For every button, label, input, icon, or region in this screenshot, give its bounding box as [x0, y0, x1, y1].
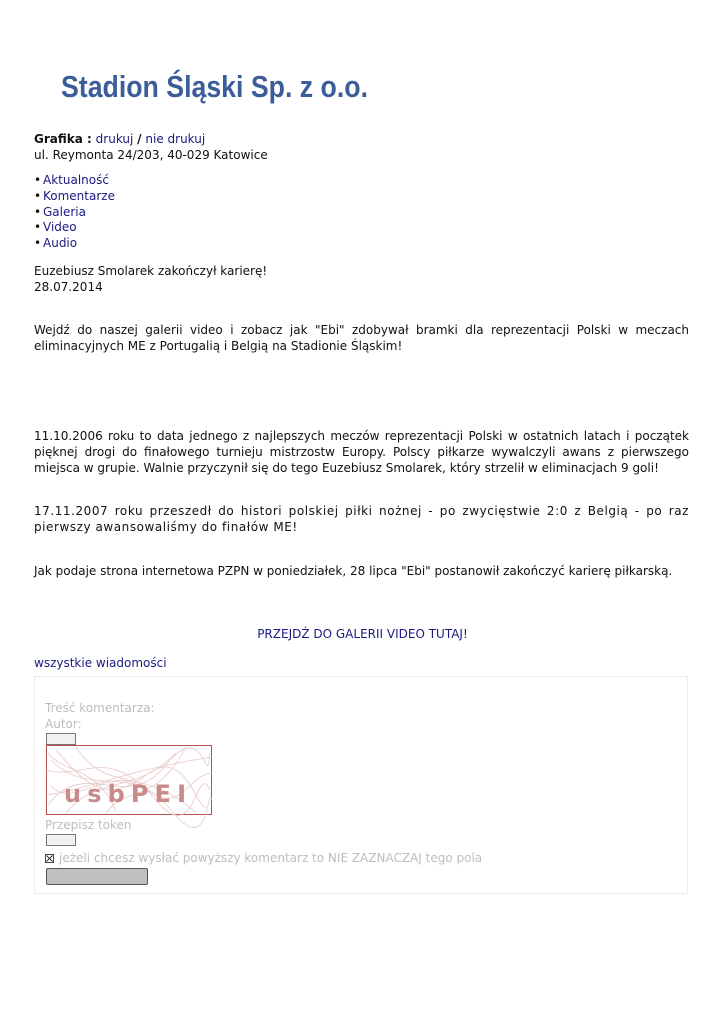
article-paragraph: 17.11.2007 roku przeszedł do histori polskiej piłki nożnej - po zwycięstwie 2:0 z Belgią - po raz pierwszy awansowaliśmy do finałów ME!	[34, 504, 689, 534]
bullet: •	[34, 236, 42, 251]
nav-link-audio[interactable]: Audio	[43, 236, 78, 251]
comment-form	[34, 676, 688, 894]
article-paragraph: Jak podaje strona internetowa PZPN w poniedziałek, 28 lipca "Ebi" postanowił zakończyć karierę piłkarską.	[34, 564, 673, 578]
all-news-row	[34, 655, 167, 671]
captcha-image	[46, 745, 212, 815]
token-input[interactable]	[46, 834, 76, 846]
author-label: Autor:	[45, 717, 82, 731]
nav-link-komentarze[interactable]: Komentarze	[43, 188, 115, 203]
video-gallery-link[interactable]: PRZEJDŹ DO GALERII VIDEO TUTAJ!	[257, 627, 468, 641]
token-label: Przepisz token	[45, 818, 132, 832]
print-link[interactable]: drukuj	[95, 132, 134, 146]
bullet: •	[34, 204, 42, 219]
comment-content-label: Treść komentarza:	[45, 701, 155, 715]
article-paragraph: Wejdź do naszej galerii video i zobacz jak "Ebi" zdobywał bramki dla reprezentacji Polski w meczach eliminacyjnych ME z Portugalią i Belgią na Stadionie Śląskim!	[34, 323, 689, 353]
no-print-link[interactable]: nie drukuj	[145, 132, 206, 146]
spam-checkbox[interactable]	[45, 854, 54, 863]
author-input[interactable]	[46, 733, 76, 745]
print-options-label: Grafika :	[34, 132, 92, 146]
bullet: •	[34, 173, 42, 187]
address: ul. Reymonta 24/203, 40-029 Katowice	[34, 148, 268, 162]
print-separator: /	[137, 132, 142, 146]
logo-text: Stadion Śląski Sp. z o.o.	[61, 69, 418, 104]
spam-checkbox-label: jeżeli chcesz wysłać powyższy komentarz to NIE ZAZNACZAJ tego pola	[59, 851, 483, 865]
nav-link-galeria[interactable]: Galeria	[43, 204, 86, 219]
captcha-text: usbPEI	[64, 780, 186, 808]
all-news-link[interactable]: wszystkie wiadomości	[34, 656, 167, 670]
gallery-link-row	[0, 626, 725, 642]
nav-link-aktualnosc[interactable]: Aktualność	[43, 173, 109, 187]
nav-item-video	[34, 220, 115, 236]
article-title: Euzebiusz Smolarek zakończył karierę!	[34, 264, 268, 278]
submit-comment-button[interactable]	[46, 868, 148, 885]
article-paragraph: 11.10.2006 roku to data jednego z najlepszych meczów reprezentacji Polski w ostatnich latach i początek pięknej drogi do finałowego turnieju mistrzostw Europy. Polscy piłkarze wywalczyli awans z pierwszego miejsca w grupie. Walnie przyczynił się do tego Euzebiusz Smolarek, który strzelił w eliminacjach 9 goli!	[34, 429, 689, 475]
article-date: 28.07.2014	[34, 280, 103, 294]
nav-item-komentarze	[34, 189, 115, 205]
article-nav	[34, 173, 115, 252]
nav-item-galeria	[34, 205, 115, 221]
bullet: •	[34, 188, 42, 203]
nav-item-audio	[34, 236, 115, 252]
bullet: •	[34, 220, 42, 235]
site-logo[interactable]	[60, 66, 418, 106]
nav-item-aktualnosc	[34, 173, 115, 189]
print-options	[34, 131, 205, 147]
nav-link-video[interactable]: Video	[43, 220, 77, 235]
spam-check-row	[45, 850, 482, 866]
